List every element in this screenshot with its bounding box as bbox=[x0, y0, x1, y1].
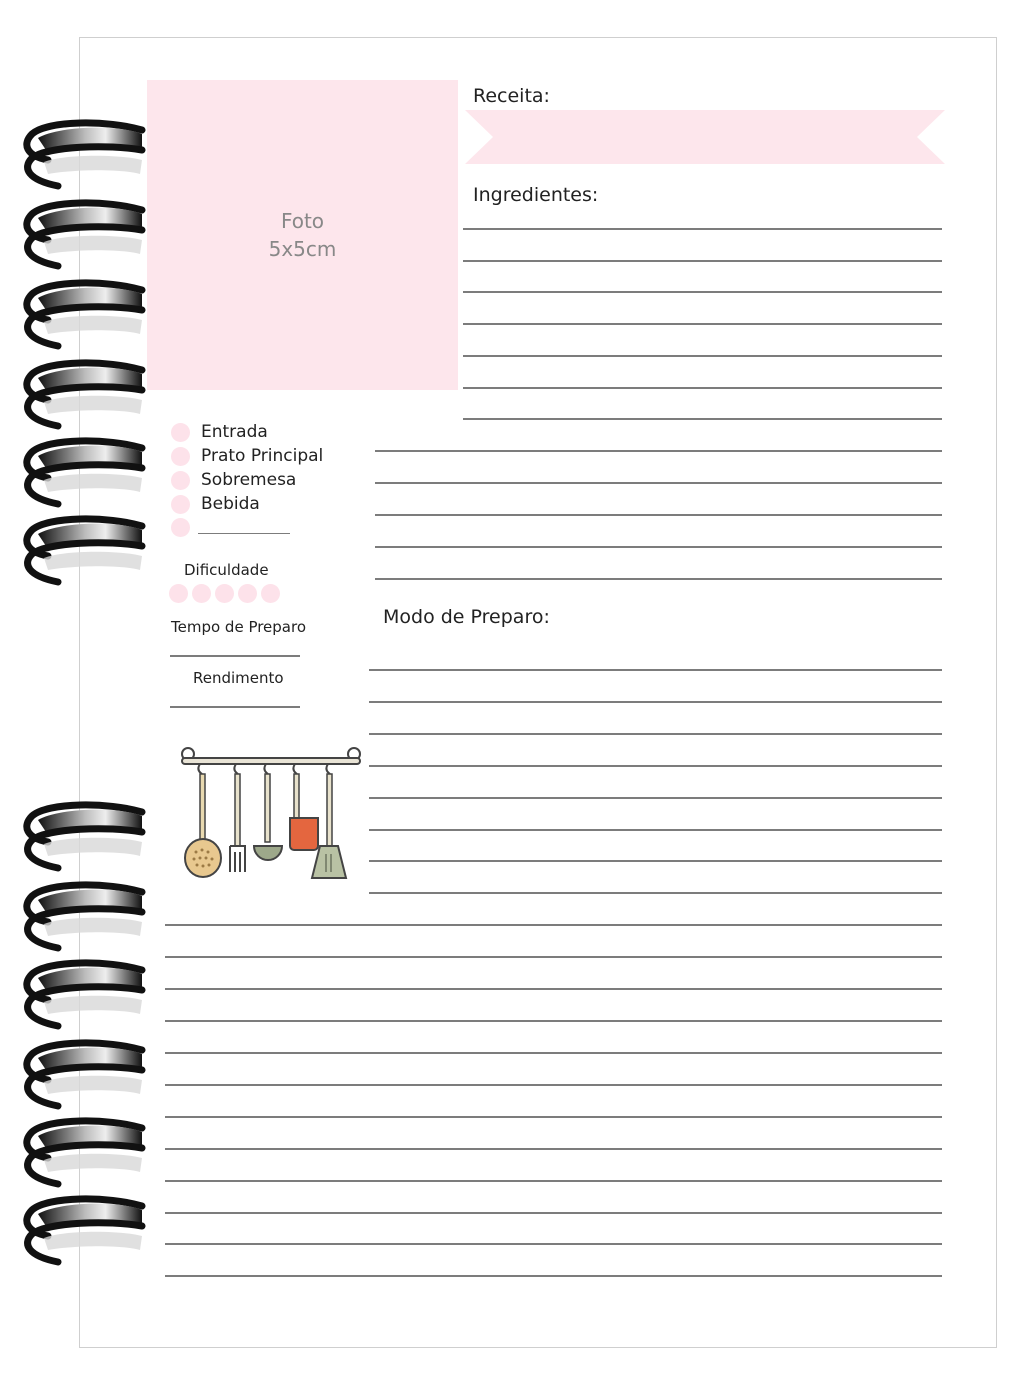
category-label: Sobremesa bbox=[201, 470, 297, 490]
spiral-coil-icon bbox=[18, 798, 146, 874]
ingredient-line[interactable] bbox=[463, 260, 942, 262]
recipe-name-banner[interactable] bbox=[465, 110, 945, 164]
difficulty-label: Dificuldade bbox=[184, 561, 269, 579]
prep-time-label: Tempo de Preparo bbox=[171, 618, 307, 636]
category-option-other[interactable] bbox=[171, 518, 190, 537]
spiral-coil-icon bbox=[18, 1192, 146, 1268]
method-line[interactable] bbox=[369, 765, 942, 767]
photo-size: 5x5cm bbox=[268, 237, 337, 261]
method-line[interactable] bbox=[165, 1212, 942, 1214]
category-radio[interactable] bbox=[171, 447, 190, 466]
spiral-coil-icon bbox=[18, 878, 146, 954]
ingredient-line[interactable] bbox=[463, 418, 942, 420]
category-label: Prato Principal bbox=[201, 446, 324, 466]
difficulty-dot[interactable] bbox=[261, 584, 280, 603]
ingredient-line[interactable] bbox=[375, 546, 942, 548]
category-label: Entrada bbox=[201, 422, 268, 442]
spiral-coil-icon bbox=[18, 196, 146, 272]
method-line[interactable] bbox=[165, 1020, 942, 1022]
photo-placeholder[interactable] bbox=[147, 80, 458, 390]
spiral-coil-icon bbox=[18, 1036, 146, 1112]
difficulty-rating[interactable] bbox=[169, 584, 280, 603]
prep-time-line[interactable] bbox=[170, 655, 300, 657]
difficulty-dot[interactable] bbox=[238, 584, 257, 603]
method-line[interactable] bbox=[369, 669, 942, 671]
method-line[interactable] bbox=[369, 733, 942, 735]
category-radio[interactable] bbox=[171, 495, 190, 514]
method-line[interactable] bbox=[369, 860, 942, 862]
servings-label: Rendimento bbox=[193, 669, 284, 687]
method-line[interactable] bbox=[165, 1148, 942, 1150]
category-label: Bebida bbox=[201, 494, 260, 514]
category-option[interactable] bbox=[171, 494, 260, 514]
ingredient-line[interactable] bbox=[375, 578, 942, 580]
method-line[interactable] bbox=[369, 797, 942, 799]
spiral-coil-icon bbox=[18, 356, 146, 432]
ingredients-label: Ingredientes: bbox=[473, 184, 599, 206]
ingredient-line[interactable] bbox=[463, 355, 942, 357]
recipe-label: Receita: bbox=[473, 85, 550, 107]
difficulty-dot[interactable] bbox=[169, 584, 188, 603]
method-line[interactable] bbox=[165, 956, 942, 958]
method-line[interactable] bbox=[165, 1116, 942, 1118]
category-option[interactable] bbox=[171, 470, 296, 490]
spiral-coil-icon bbox=[18, 956, 146, 1032]
category-radio[interactable] bbox=[171, 423, 190, 442]
difficulty-dot[interactable] bbox=[192, 584, 211, 603]
photo-label: Foto bbox=[280, 209, 325, 233]
spiral-coil-icon bbox=[18, 276, 146, 352]
category-other-line[interactable] bbox=[198, 533, 290, 534]
category-option[interactable] bbox=[171, 422, 268, 442]
ingredient-line[interactable] bbox=[375, 450, 942, 452]
servings-line[interactable] bbox=[170, 706, 300, 708]
method-line[interactable] bbox=[165, 1180, 942, 1182]
method-line[interactable] bbox=[369, 829, 942, 831]
method-label: Modo de Preparo: bbox=[383, 606, 550, 628]
ingredient-line[interactable] bbox=[463, 228, 942, 230]
category-radio[interactable] bbox=[171, 518, 190, 537]
method-line[interactable] bbox=[165, 1084, 942, 1086]
difficulty-dot[interactable] bbox=[215, 584, 234, 603]
ingredient-line[interactable] bbox=[463, 323, 942, 325]
method-line[interactable] bbox=[165, 1243, 942, 1245]
method-line[interactable] bbox=[369, 701, 942, 703]
kitchen-utensils-icon bbox=[178, 744, 364, 886]
category-radio[interactable] bbox=[171, 471, 190, 490]
category-option[interactable] bbox=[171, 446, 323, 466]
method-line[interactable] bbox=[165, 924, 942, 926]
spiral-coil-icon bbox=[18, 116, 146, 192]
spiral-coil-icon bbox=[18, 1114, 146, 1190]
spiral-coil-icon bbox=[18, 512, 146, 588]
spiral-coil-icon bbox=[18, 434, 146, 510]
method-line[interactable] bbox=[369, 892, 942, 894]
ingredient-line[interactable] bbox=[375, 482, 942, 484]
ingredient-line[interactable] bbox=[463, 387, 942, 389]
ingredient-line[interactable] bbox=[463, 291, 942, 293]
ingredient-line[interactable] bbox=[375, 514, 942, 516]
method-line[interactable] bbox=[165, 988, 942, 990]
method-line[interactable] bbox=[165, 1052, 942, 1054]
method-line[interactable] bbox=[165, 1275, 942, 1277]
